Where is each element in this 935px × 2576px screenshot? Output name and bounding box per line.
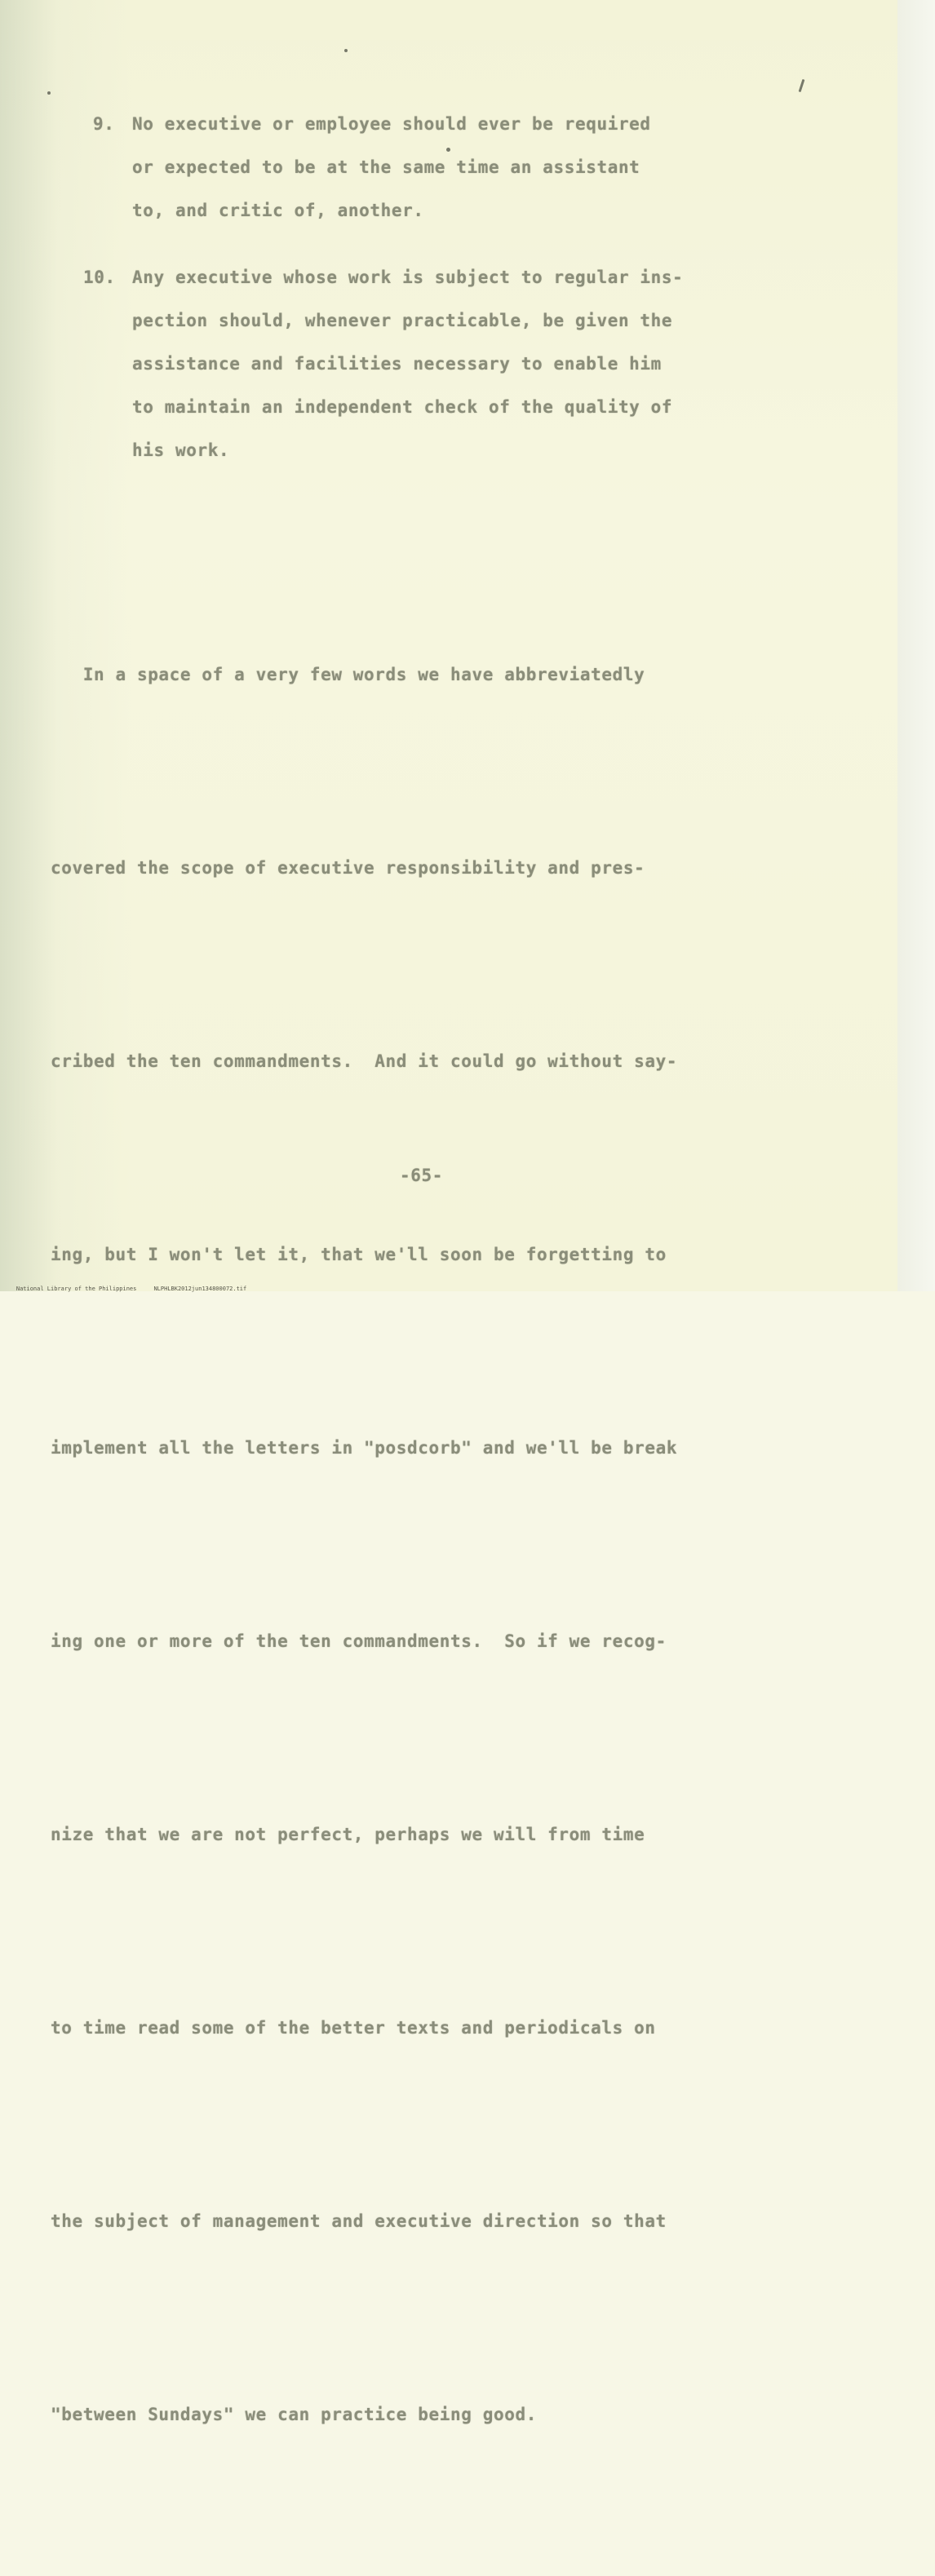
paragraph-line: cribed the ten commandments. And it could go without say- (51, 1051, 678, 1071)
scan-margin (897, 0, 935, 1291)
footer-library: National Library of the Philippines (16, 1286, 137, 1292)
list-item-line: or expected to be at the same time an assistant (132, 157, 640, 177)
footer-filename: NLPHLBK2012jun134800072.tif (153, 1286, 247, 1292)
page-number: -65- (400, 1166, 443, 1185)
scan-tick-mark (799, 79, 805, 92)
paragraph-line: "between Sundays" we can practice being good. (51, 2405, 537, 2424)
list-item-line: pection should, whenever practicable, be given the (132, 311, 673, 330)
paragraph-line: implement all the letters in "posdcorb" and we'll be break (51, 1438, 678, 1458)
scan-footer (2, 1279, 246, 1299)
list-item-number: 10. (83, 268, 116, 287)
paragraph-line: the subject of management and executive direction so that (51, 2211, 667, 2231)
list-item-number: 9. (93, 114, 115, 134)
list-item-line: his work. (132, 440, 230, 460)
scan-speck (47, 91, 51, 95)
list-item-line: to maintain an independent check of the quality of (132, 397, 673, 417)
paragraph-line: nize that we are not perfect, perhaps we will from time (51, 1825, 645, 1844)
list-item-line: assistance and facilities necessary to enable him (132, 354, 662, 374)
list-item-line: to, and critic of, another. (132, 201, 424, 220)
paragraph-line: to time read some of the better texts and periodicals on (51, 2018, 656, 2038)
list-item-line: No executive or employee should ever be required (132, 114, 651, 134)
scan-speck (344, 49, 348, 52)
body-paragraph (51, 514, 677, 2576)
paragraph-line: covered the scope of executive responsibility and pres- (51, 858, 645, 878)
paragraph-line: In a space of a very few words we have abbreviatedly (51, 665, 645, 684)
paragraph-line: ing, but I won't let it, that we'll soon be forgetting to (51, 1245, 667, 1264)
paragraph-line: ing one or more of the ten commandments. So if we recog- (51, 1631, 667, 1651)
list-item-line: Any executive whose work is subject to regular ins- (132, 268, 684, 287)
